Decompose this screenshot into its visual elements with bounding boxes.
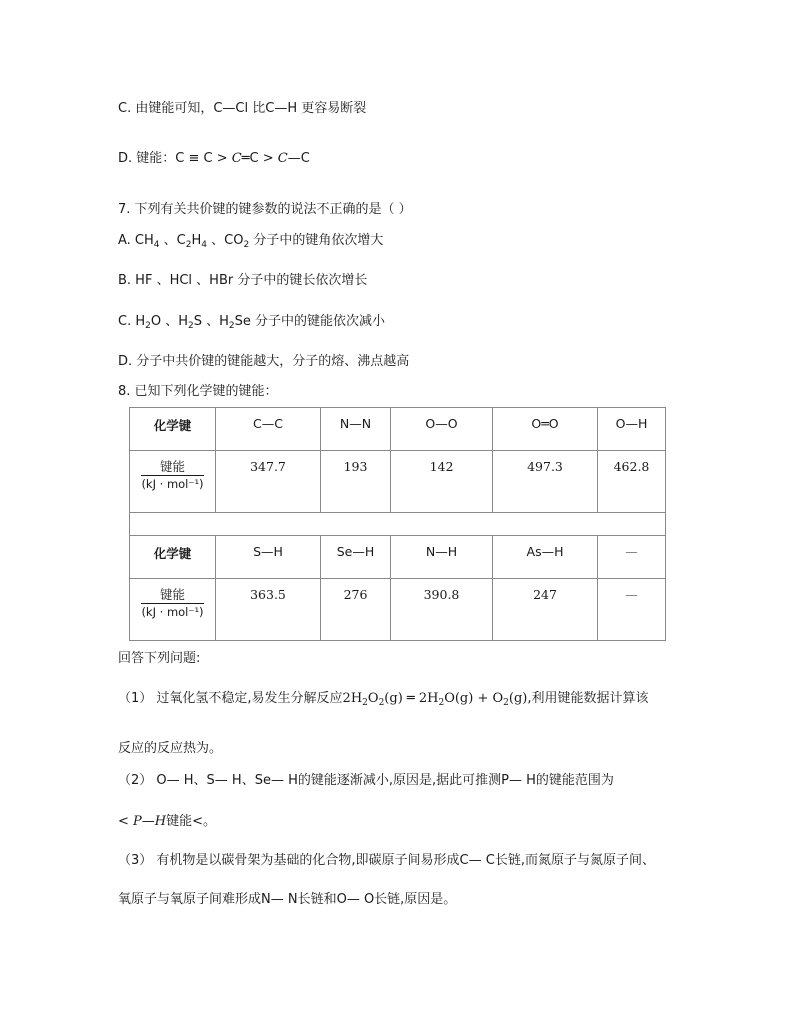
table-cell: 142 <box>391 450 493 512</box>
question-8-stem: 8. 已知下列化学键的键能： <box>118 384 278 399</box>
table-cell: 462.8 <box>598 450 666 512</box>
table-cell: 化学键 <box>130 536 216 579</box>
sub-question-1-cont: 反应的反应热为。 <box>118 741 223 756</box>
table-row <box>130 408 666 451</box>
table-cell: 276 <box>321 578 391 640</box>
table-row <box>130 512 666 535</box>
energy-unit-label: $\frac{\text{键能}}{\text{(kJ · mol⁻¹)}}$ <box>141 586 204 619</box>
table-cell: — <box>598 578 666 640</box>
table-cell <box>130 578 216 640</box>
question-7-option-d: D. 分子中共价键的键能越大，分子的熔、沸点越高 <box>118 354 410 369</box>
table-row <box>130 450 666 512</box>
table-cell: N—H <box>391 536 493 579</box>
table-cell: 347.7 <box>216 450 321 512</box>
answer-prompt: 回答下列问题: <box>118 651 201 666</box>
question-7-option-b: B. HF 、HCl 、HBr 分子中的键长依次增长 <box>118 273 368 288</box>
sub-question-3-cont: 氧原子与氧原子间难形成N— N长链和O— O长链,原因是。 <box>118 892 457 907</box>
table-cell: — <box>598 536 666 579</box>
table-cell: 497.3 <box>493 450 598 512</box>
table-cell: 193 <box>321 450 391 512</box>
table-spacer-cell <box>130 512 666 535</box>
option-6d: D. 键能：C ≡ C > C═C > C—C <box>118 151 310 166</box>
energy-unit-label: $\frac{\text{键能}}{\text{(kJ · mol⁻¹)}}$ <box>141 458 204 491</box>
table-cell: C—C <box>216 408 321 451</box>
table-cell <box>130 450 216 512</box>
sub-question-2-cont: < P—H键能<。 <box>118 814 217 829</box>
question-7-option-a: A. $CH_4$ 、$C_2H_4$ 、$CO_2$ 分子中的键角依次增大 <box>118 233 384 250</box>
sub-question-1: （1） 过氧化氢不稳定,易发生分解反应$2H_2O_2(g)$ ═ $2H_2O(g) + O_2(g)$,利用键能数据计算该 <box>118 691 649 708</box>
table-cell: 363.5 <box>216 578 321 640</box>
table-cell: As—H <box>493 536 598 579</box>
table-row <box>130 578 666 640</box>
table-cell: N—N <box>321 408 391 451</box>
sub-question-3: （3） 有机物是以碳骨架为基础的化合物,即碳原子间易形成C— C长链,而氮原子与氮原子间、 <box>118 853 655 868</box>
option-6c: C. 由键能可知，C—Cl 比C—H 更容易断裂 <box>118 101 367 116</box>
bond-energy-table <box>129 407 666 641</box>
table-cell: S—H <box>216 536 321 579</box>
table-cell: 化学键 <box>130 408 216 451</box>
question-7-stem: 7. 下列有关共价键的键参数的说法不正确的是（ ） <box>118 202 412 217</box>
table-cell: 247 <box>493 578 598 640</box>
table-cell: Se—H <box>321 536 391 579</box>
table-row <box>130 536 666 579</box>
table-cell: 390.8 <box>391 578 493 640</box>
table-cell: O—H <box>598 408 666 451</box>
table-cell: O—O <box>391 408 493 451</box>
table-cell: O═O <box>493 408 598 451</box>
sub-question-2: （2） O— H、S— H、Se— H的键能逐渐减小,原因是,据此可推测P— H的键能范围为 <box>118 773 614 788</box>
question-7-option-c: C. $H_2O$ 、$H_2S$ 、$H_2Se$ 分子中的键能依次减小 <box>118 314 386 331</box>
reaction-equation: $2H_2O_2(g)$ ═ $2H_2O(g) + O_2(g)$ <box>342 691 528 708</box>
